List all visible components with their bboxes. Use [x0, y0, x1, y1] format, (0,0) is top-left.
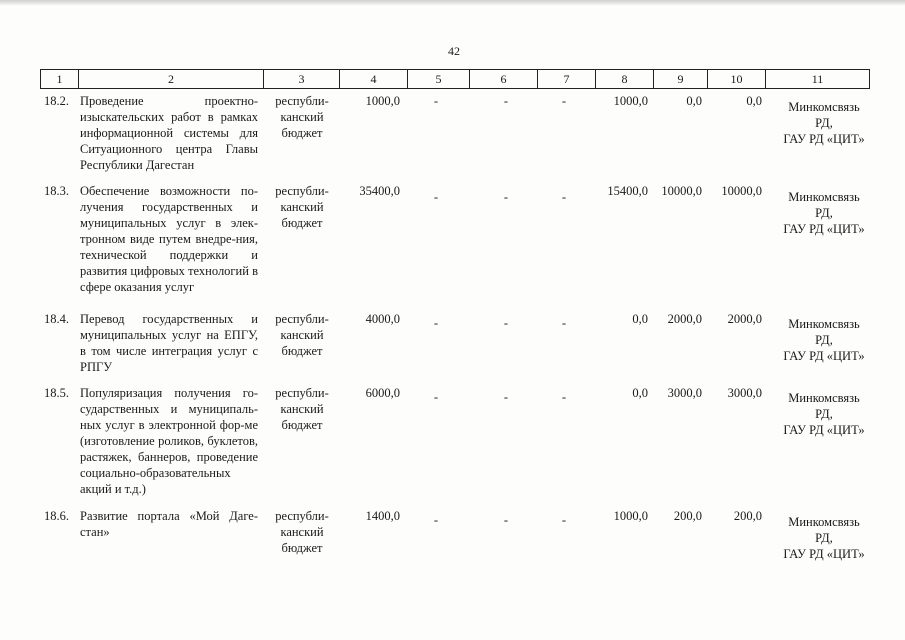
row-number: 18.5.	[44, 386, 69, 400]
row-source: республи-канский бюджет	[275, 184, 329, 230]
row-source: республи-канский бюджет	[275, 94, 329, 140]
row-total: 4000,0	[365, 312, 400, 326]
header-cell: 4	[339, 70, 407, 88]
header-cell: 1	[56, 72, 63, 86]
page-number: 42	[448, 44, 460, 58]
row-col7: -	[561, 316, 567, 330]
row-executor: Минкомсвязь РД, ГАУ РД «ЦИТ»	[783, 391, 865, 437]
row-source: республи-канский бюджет	[275, 386, 329, 432]
header-cell: 11	[765, 70, 869, 88]
row-col9: 2000,0	[667, 312, 702, 326]
row-col5: -	[433, 513, 439, 527]
row-source: республи-канский бюджет	[275, 312, 329, 358]
header-cell: 10	[707, 70, 765, 88]
table-header	[40, 69, 870, 89]
row-col8: 15400,0	[607, 184, 648, 198]
row-col7: -	[561, 190, 567, 204]
row-col5: -	[433, 390, 439, 404]
row-total: 35400,0	[359, 184, 400, 198]
row-col6: -	[503, 316, 509, 330]
scan-edge	[0, 0, 905, 6]
row-number: 18.4.	[44, 312, 69, 326]
header-cell: 9	[653, 70, 707, 88]
row-col10: 3000,0	[727, 386, 762, 400]
row-col6: -	[503, 190, 509, 204]
row-executor: Минкомсвязь РД, ГАУ РД «ЦИТ»	[783, 317, 865, 363]
row-description: Перевод государственных и муниципальных услуг на ЕПГУ, в том числе интеграция услуг с РПГУ	[80, 312, 258, 374]
row-total: 1400,0	[365, 509, 400, 523]
row-col9: 200,0	[673, 509, 702, 523]
row-col10: 0,0	[746, 94, 762, 108]
row-col6: -	[503, 513, 509, 527]
row-col6: -	[503, 94, 509, 108]
header-cell: 2	[78, 70, 263, 88]
row-col8: 0,0	[632, 386, 648, 400]
row-total: 1000,0	[365, 94, 400, 108]
row-col6: -	[503, 390, 509, 404]
row-col10: 10000,0	[721, 184, 762, 198]
header-cell: 5	[407, 70, 469, 88]
row-description: Развитие портала «Мой Даге-стан»	[80, 509, 258, 539]
row-col7: -	[561, 513, 567, 527]
header-cell: 7	[537, 70, 595, 88]
row-col5: -	[433, 190, 439, 204]
row-number: 18.2.	[44, 94, 69, 108]
row-executor: Минкомсвязь РД, ГАУ РД «ЦИТ»	[783, 190, 865, 236]
row-col8: 0,0	[632, 312, 648, 326]
row-description: Проведение проектно-изыскательских работ в рамках информационной системы для Ситуационного центра Главы Республики Дагестан	[80, 94, 258, 172]
row-description: Популяризация получения го-сударственных и муниципаль-ных услуг в электронной фор-ме (изготовление роликов, буклетов, растяжек, баннеров, проведение социально-образовательных акций и т.д.)	[80, 386, 258, 496]
header-cell: 6	[469, 70, 537, 88]
row-col7: -	[561, 390, 567, 404]
row-col8: 1000,0	[613, 94, 648, 108]
header-cell: 8	[595, 70, 653, 88]
row-col9: 3000,0	[667, 386, 702, 400]
row-total: 6000,0	[365, 386, 400, 400]
row-col9: 0,0	[686, 94, 702, 108]
row-source: республи-канский бюджет	[275, 509, 329, 555]
row-col5: -	[433, 94, 439, 108]
row-col9: 10000,0	[661, 184, 702, 198]
header-cell: 3	[263, 70, 339, 88]
row-col5: -	[433, 316, 439, 330]
row-description: Обеспечение возможности по-лучения государственных и муниципальных услуг в элек-тронном виде путем внедре-ния, технической поддержки и развития цифровых технологий в сфере оказания услуг	[80, 184, 258, 294]
row-number: 18.3.	[44, 184, 69, 198]
row-executor: Минкомсвязь РД, ГАУ РД «ЦИТ»	[783, 100, 865, 146]
row-number: 18.6.	[44, 509, 69, 523]
row-col10: 2000,0	[727, 312, 762, 326]
row-executor: Минкомсвязь РД, ГАУ РД «ЦИТ»	[783, 515, 865, 561]
row-col10: 200,0	[733, 509, 762, 523]
row-col7: -	[561, 94, 567, 108]
row-col8: 1000,0	[613, 509, 648, 523]
